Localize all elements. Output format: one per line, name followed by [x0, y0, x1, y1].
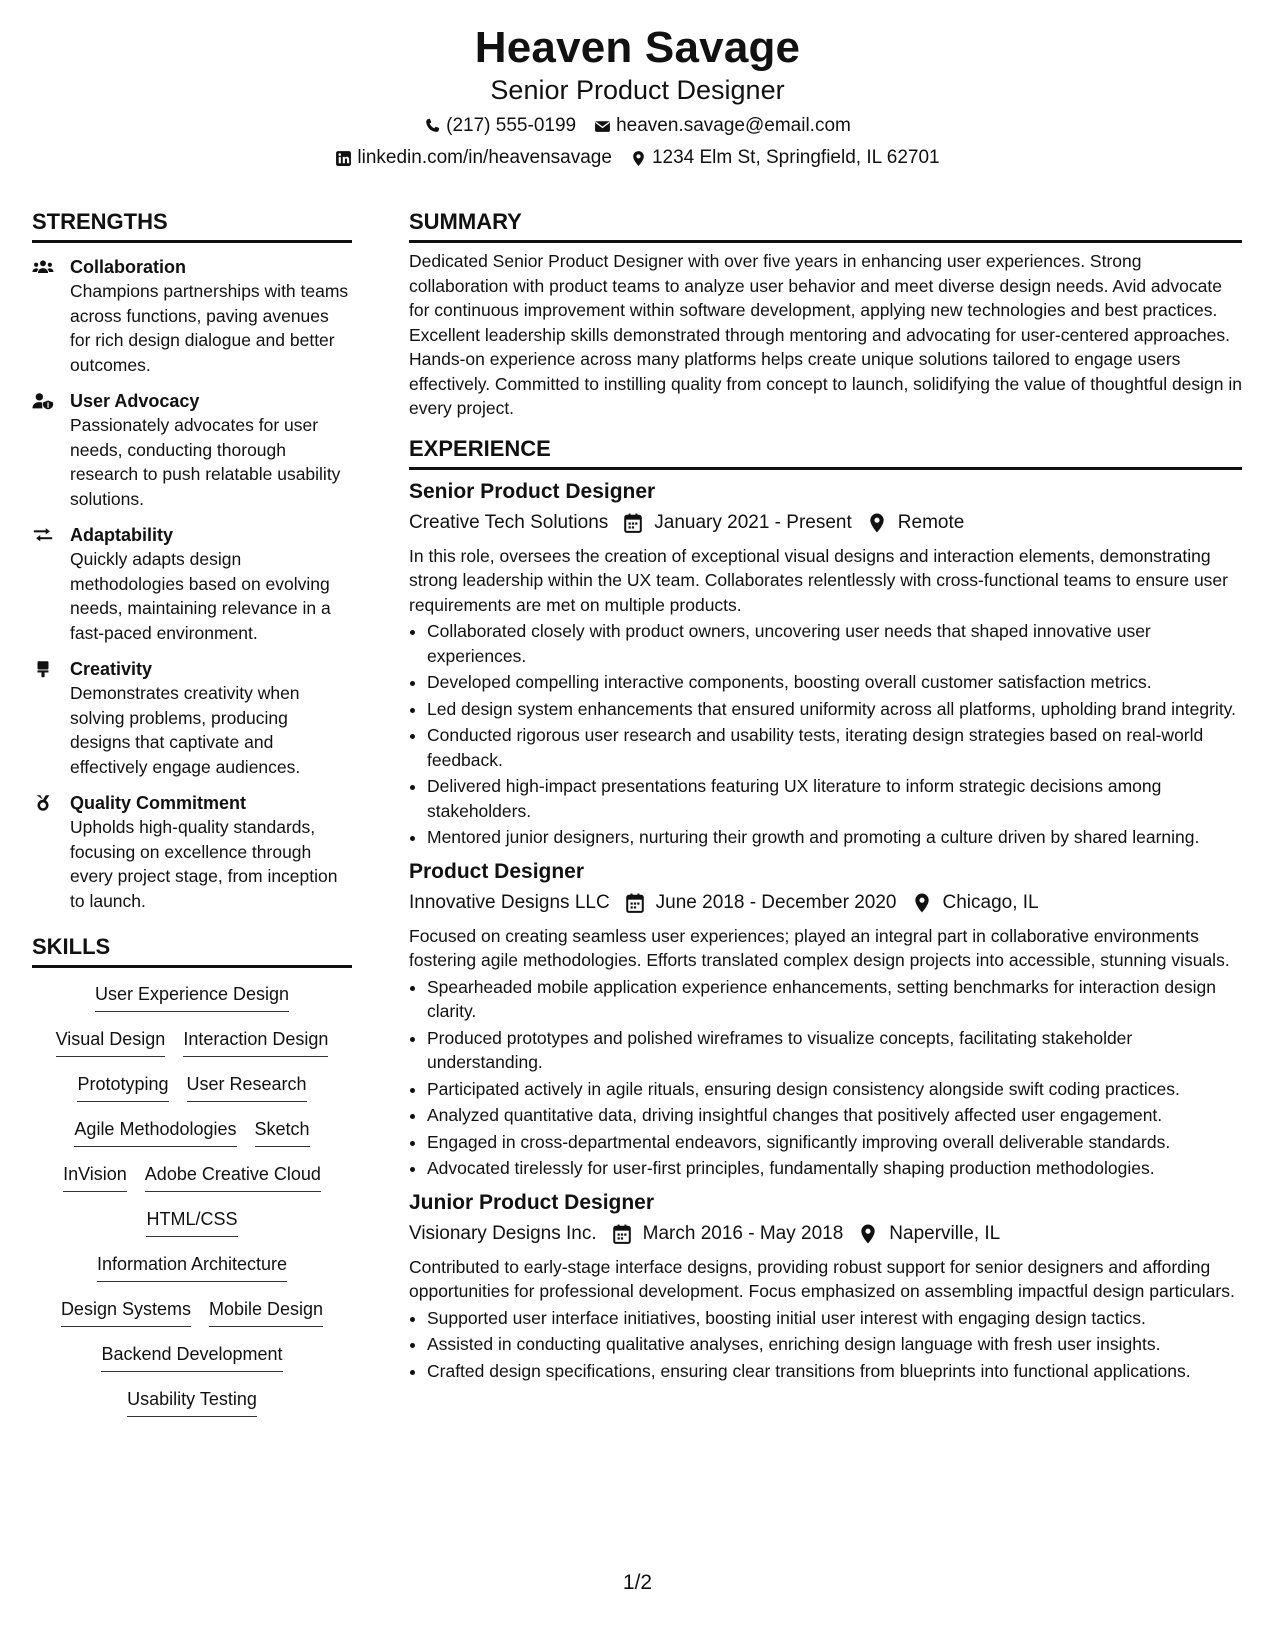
job-meta	[409, 1221, 1242, 1247]
job-description: In this role, oversees the creation of exceptional visual designs and interaction elements, demonstrating strong leadership within the UX team. Collaborates relentlessly with cross-functional teams to ensure user requirements are met on multiple products.	[409, 545, 1228, 615]
skill-tag: Interaction Design	[183, 1027, 328, 1057]
skill-tag: Visual Design	[56, 1027, 166, 1057]
strength-title: User Advocacy	[70, 391, 200, 411]
job-title: Product Designer	[409, 859, 585, 883]
job-title: Junior Product Designer	[409, 1190, 655, 1214]
skill-row	[32, 1162, 352, 1207]
bullet-item: • Supported user interface initiatives, boosting initial user interest with engaging design tactics.	[427, 1306, 1242, 1331]
job-location: Chicago, IL	[942, 891, 1039, 913]
job-location: Naperville, IL	[889, 1222, 1001, 1244]
user-shield-icon	[32, 392, 54, 410]
map-marker-icon	[868, 513, 886, 533]
candidate-title: Senior Product Designer	[490, 75, 785, 105]
bullet-item: • Participated actively in agile rituals, ensuring design consistency alongside swift coding practices.	[427, 1077, 1242, 1102]
summary-text: Dedicated Senior Product Designer with over five years in enhancing user experiences. Strong collaboration with product teams to analyze user behavior and meet diverse design needs. Avid advocate for continuous improvement within software development, applying new technologies and best practices. Excellent leadership skills demonstrated through mentoring and advocating for user-centered approaches. Hands-on experience across many platforms helps create unique solutions tailored to engage users effectively. Committed to instilling quality from concept to launch, solidifying the value of thoughtful design in every project.	[409, 251, 1243, 418]
strength-description: Passionately advocates for user needs, conducting thorough research to push relatable usability solutions.	[70, 415, 341, 509]
skill-row	[32, 1297, 352, 1342]
skill-tag: User Research	[187, 1072, 307, 1102]
address-contact	[630, 146, 940, 170]
users-icon	[32, 258, 54, 276]
contact-row-2	[0, 146, 1275, 170]
award-icon	[32, 794, 54, 812]
bullet-item: • Crafted design specifications, ensuring clear transitions from blueprints into functional applications.	[427, 1359, 1242, 1384]
page-number: 1/2	[622, 1571, 653, 1594]
candidate-name: Heaven Savage	[474, 23, 801, 72]
skill-row	[32, 1027, 352, 1072]
bullet-item: • Collaborated closely with product owners, uncovering user needs that shaped innovative user experiences.	[427, 619, 1242, 668]
bullet-item: • Spearheaded mobile application experience enhancements, setting benchmarks for interaction design clarity.	[427, 975, 1242, 1024]
skill-tag: Usability Testing	[127, 1387, 257, 1417]
company-name: Innovative Designs LLC	[409, 891, 610, 913]
skill-tag: Prototyping	[77, 1072, 168, 1102]
map-marker-icon	[630, 150, 647, 167]
skill-row	[32, 1072, 352, 1117]
skill-row	[32, 1207, 352, 1252]
skill-row	[32, 982, 352, 1027]
calendar-icon	[624, 513, 642, 533]
skill-tag: Adobe Creative Cloud	[145, 1162, 321, 1192]
job-dates: March 2016 - May 2018	[642, 1222, 844, 1244]
strength-title: Collaboration	[70, 257, 186, 277]
summary-heading: SUMMARY	[409, 208, 1242, 243]
skills-list	[32, 982, 352, 1432]
strength-item	[32, 791, 352, 913]
skill-tag: Information Architecture	[97, 1252, 287, 1282]
bullet-item: • Advocated tirelessly for user-first principles, fundamentally shaping production methodologies.	[427, 1156, 1242, 1181]
calendar-icon	[613, 1224, 631, 1244]
linkedin-contact[interactable]	[335, 146, 612, 170]
skill-tag: Mobile Design	[209, 1297, 323, 1327]
strength-item	[32, 255, 352, 377]
strength-description: Quickly adapts design methodologies based on evolving needs, maintaining relevance in a fast-paced environment.	[70, 549, 331, 643]
skill-tag: Sketch	[255, 1117, 310, 1147]
linkedin-text: linkedin.com/in/heavensavage	[357, 147, 612, 168]
job-dates: January 2021 - Present	[654, 511, 852, 533]
company-name: Creative Tech Solutions	[409, 511, 609, 533]
job-bullets	[409, 619, 1242, 850]
contact-row-1	[0, 114, 1275, 138]
strength-item	[32, 389, 352, 511]
job-dates: June 2018 - December 2020	[655, 891, 897, 913]
job-location: Remote	[897, 511, 965, 533]
company-name: Visionary Designs Inc.	[409, 1222, 597, 1244]
address-text: 1234 Elm St, Springfield, IL 62701	[651, 147, 940, 168]
phone-contact	[424, 114, 576, 138]
linkedin-icon	[335, 150, 352, 167]
skill-row	[32, 1387, 352, 1432]
bullet-item: • Assisted in conducting qualitative analyses, enriching design language with fresh user insights.	[427, 1332, 1242, 1357]
job-entry	[409, 478, 1242, 850]
left-column	[32, 208, 352, 1432]
skill-row	[32, 1117, 352, 1162]
map-marker-icon	[913, 893, 931, 913]
skill-tag: Backend Development	[101, 1342, 282, 1372]
phone-text: (217) 555-0199	[446, 115, 577, 136]
resume-header	[0, 22, 1275, 170]
bullet-item: • Led design system enhancements that ensured uniformity across all platforms, upholding brand integrity.	[427, 697, 1242, 722]
skill-tag: Design Systems	[61, 1297, 191, 1327]
strength-title: Quality Commitment	[70, 793, 247, 813]
email-contact[interactable]	[594, 114, 851, 138]
experience-heading: EXPERIENCE	[409, 435, 1242, 470]
job-description: Focused on creating seamless user experiences; played an integral part in collaborative environments fostering agile methodologies. Efforts translated complex design projects into accessible, stunning visuals.	[409, 925, 1230, 970]
job-description: Contributed to early-stage interface designs, providing robust support for senior designers and affording opportunities for professional development. Focus emphasized on assembling impactful design particulars.	[409, 1256, 1235, 1301]
skill-tag: HTML/CSS	[146, 1207, 237, 1237]
job-entry	[409, 858, 1242, 1181]
bullet-item: • Analyzed quantitative data, driving insightful changes that positively affected user engagement.	[427, 1103, 1242, 1128]
skills-heading: SKILLS	[32, 933, 352, 968]
phone-icon	[424, 118, 441, 135]
job-meta	[409, 890, 1242, 916]
bullet-item: • Conducted rigorous user research and usability tests, iterating design strategies based on real-world feedback.	[427, 723, 1242, 772]
skill-row	[32, 1252, 352, 1297]
right-column	[409, 208, 1242, 1385]
strength-item	[32, 657, 352, 779]
map-marker-icon	[859, 1224, 877, 1244]
job-bullets	[409, 1306, 1242, 1384]
job-title: Senior Product Designer	[409, 479, 656, 503]
strengths-heading: STRENGTHS	[32, 208, 352, 243]
bullet-item: • Delivered high-impact presentations featuring UX literature to inform strategic decisions among stakeholders.	[427, 774, 1242, 823]
exchange-icon	[32, 526, 54, 544]
skill-tag: User Experience Design	[95, 982, 289, 1012]
calendar-icon	[626, 893, 644, 913]
bullet-item: • Produced prototypes and polished wireframes to visualize concepts, facilitating stakeholder understanding.	[427, 1026, 1242, 1075]
skill-tag: InVision	[63, 1162, 127, 1192]
strength-title: Adaptability	[70, 525, 174, 545]
bullet-item: • Developed compelling interactive components, boosting overall customer satisfaction metrics.	[427, 670, 1242, 695]
job-meta	[409, 510, 1242, 536]
strength-description: Demonstrates creativity when solving problems, producing designs that captivate and effectively engage audiences.	[70, 683, 301, 777]
strength-description: Champions partnerships with teams across functions, paving avenues for rich design dialogue and better outcomes.	[70, 281, 349, 375]
paint-brush-icon	[32, 660, 54, 678]
strength-description: Upholds high-quality standards, focusing on excellence through every project stage, from inception to launch.	[70, 817, 338, 911]
job-entry	[409, 1189, 1242, 1384]
strength-title: Creativity	[70, 659, 153, 679]
bullet-item: • Mentored junior designers, nurturing their growth and promoting a culture driven by shared learning.	[427, 825, 1242, 850]
skill-row	[32, 1342, 352, 1387]
strength-item	[32, 523, 352, 645]
job-bullets	[409, 975, 1242, 1181]
bullet-item: • Engaged in cross-departmental endeavors, significantly improving overall deliverable standards.	[427, 1130, 1242, 1155]
email-text: heaven.savage@email.com	[616, 115, 851, 136]
envelope-icon	[594, 118, 611, 135]
skill-tag: Agile Methodologies	[74, 1117, 236, 1147]
